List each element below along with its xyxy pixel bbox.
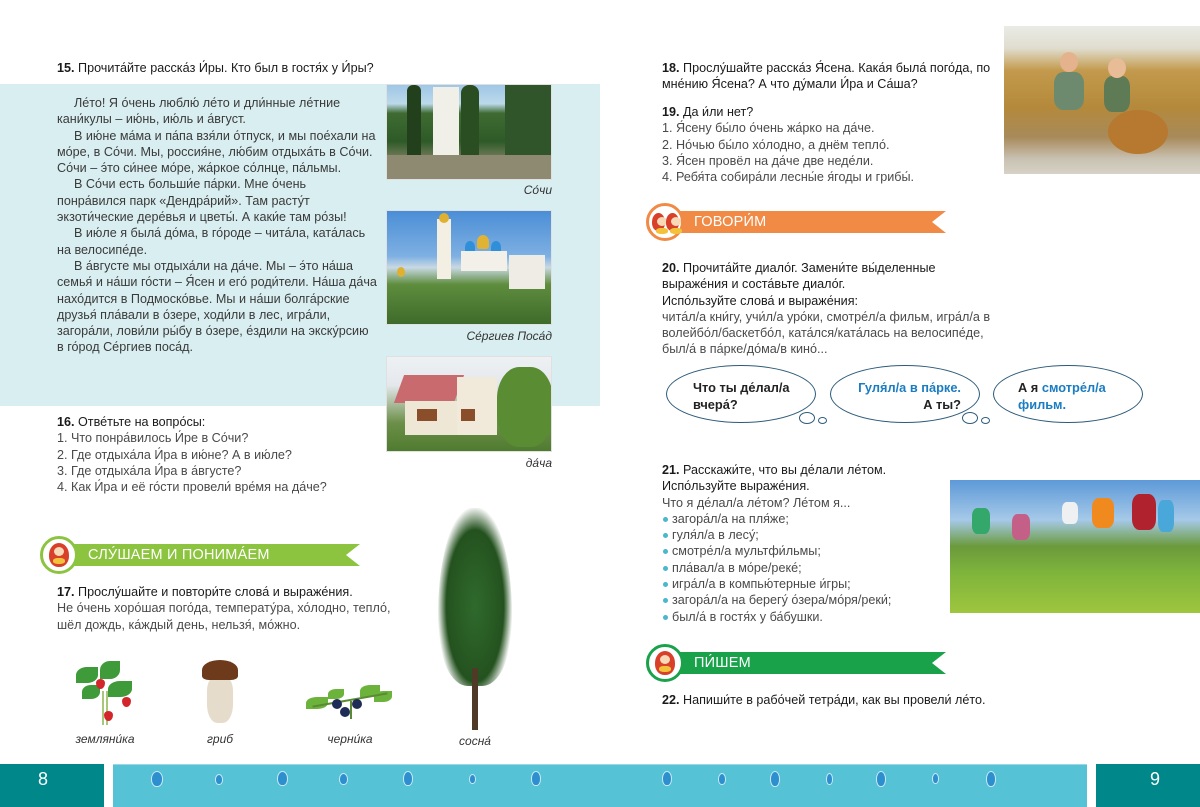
bubble-tail [818, 417, 827, 424]
vocab-blueberry [300, 655, 400, 750]
vocab-mushroom [190, 655, 250, 750]
exercise-16-title [57, 414, 387, 430]
page-number: 8 [38, 769, 49, 789]
vocab-word: земляни́ка [75, 732, 135, 746]
statement-item: 3. Я́сен провёл на да́че две неде́ли. [662, 153, 874, 168]
statement-item: 4. Ребя́та собира́ли лесны́е я́годы и грибы́. [662, 170, 915, 185]
exercise-19-title [662, 104, 992, 120]
speech-bubble-3 [993, 365, 1143, 423]
section-banner-write [646, 652, 946, 674]
exercise-text: Прочита́йте диало́г. Замени́те вы́деленные выраже́ния и соста́вьте диало́г. [662, 261, 936, 292]
story-paragraph: В Со́чи есть больши́е па́рки. Мне о́чень понра́вился парк «Дендра́рий». Там расту́т экзоти́ческие дере́вья и цветы́. А каки́е там ро́зы! [57, 177, 347, 225]
bubble-tail [799, 412, 815, 424]
speech-bubble-2 [830, 365, 980, 423]
list-item: смотре́л/а мультфи́льмы; [662, 543, 962, 559]
exercise-number: 19. [662, 105, 680, 119]
matryoshka-icon [277, 771, 288, 786]
exercise-20 [662, 260, 992, 358]
sochi-photo [386, 84, 552, 180]
question-item: 4. Как И́ра и её го́сти провели́ вре́мя на да́че? [57, 480, 327, 495]
section-banner-listen [40, 544, 360, 566]
story-paragraph: В а́вгусте мы отдыха́ли на да́че. Мы – э́то на́ша семья́ и на́ши го́сти – Я́сен и его́ роди́тели. На́ша да́ча нахо́дится в Подмоско́вье. Мы и на́ши болга́рские друзья́ пла́вали в о́зере, ходи́ли в лес, игра́ли, загора́ли, лови́ли ры́бу в о́зере, е́здили на экску́рсию в го́род Се́ргиев поса́д. [57, 258, 377, 355]
banner-notch [346, 544, 360, 566]
exercise-21-subtitle: Испо́льзуйте выраже́ния. [662, 479, 810, 494]
exercise-number: 21. [662, 463, 680, 477]
matryoshka-icon [986, 771, 996, 787]
exercise-text: Прослу́шайте расска́з Я́сена. Кака́я была́ пого́да, по мне́нию Я́сена? А что ду́мали И́ра и Са́ша? [662, 61, 991, 92]
photo-caption: да́ча [525, 456, 552, 470]
photo-caption: Се́ргиев Поса́д [466, 329, 552, 343]
matryoshka-icon [339, 773, 348, 785]
word-options: чита́л/а кни́гу, учи́л/а уро́ки, смотре́л/а фильм, игра́л/а в волейбо́л/баскетбо́л, ката́лся/ката́лась на велосипе́де, был/а́ в па́рке/до́ма/в кино́... [662, 309, 991, 357]
statement-item: 2. Но́чью бы́ло хо́лодно, а днём тепло́. [662, 137, 890, 152]
blueberry-icon [300, 655, 400, 727]
exercise-21-lead: Что я де́лал/а ле́том? Ле́том я... [662, 495, 851, 510]
sergiev-posad-photo [386, 210, 552, 325]
speech-bubble-1 [666, 365, 816, 423]
story-paragraph: Ле́то! Я о́чень люблю́ ле́то и дли́нные ле́тние кани́кулы – ию́нь, ию́ль и а́вгуст. [57, 96, 341, 127]
list-item: загора́л/а на берегу́ о́зера/мо́ря/реки́; [662, 592, 962, 608]
exercise-number: 17. [57, 585, 75, 599]
vocab-strawberry [60, 655, 150, 750]
bubble-text: А ты? [923, 397, 961, 412]
banner-band [58, 544, 360, 566]
bubble-text: Что ты де́лал/а вчера́? [693, 380, 790, 412]
statement-item: 1. Я́сену бы́ло о́чень жа́рко на да́че. [662, 121, 875, 136]
exercise-text: Напиши́те в рабо́чей тетра́ди, как вы провели́ ле́то. [683, 693, 986, 707]
banner-band [664, 211, 946, 233]
matryoshka-icon [403, 771, 413, 786]
bubble-text: А я [1018, 380, 1039, 395]
exercise-20-title [662, 260, 992, 293]
matryoshka-icon [531, 771, 541, 786]
banner-label: СЛУ́ШАЕМ И ПОНИМА́ЕМ [88, 547, 270, 563]
vocab-word: сосна́ [459, 734, 491, 748]
matryoshka-icon [662, 771, 672, 786]
list-item: пла́вал/а в мо́ре/реке́; [662, 560, 962, 576]
page-number: 9 [1150, 769, 1161, 789]
vocab-word: черни́ка [327, 732, 373, 746]
exercise-text: Да и́ли нет? [683, 105, 754, 119]
dacha-photo [386, 356, 552, 452]
exercise-number: 15. [57, 61, 75, 75]
banner-notch [932, 211, 946, 233]
list-item: был/а́ в гостя́х у ба́бушки. [662, 609, 962, 625]
banner-label: ГОВОРИ́М [694, 214, 767, 230]
exercise-number: 20. [662, 261, 680, 275]
matryoshka-icon [770, 771, 780, 787]
photo-caption: Со́чи [523, 183, 552, 197]
banner-notch [932, 652, 946, 674]
list-item: гуля́л/а в лесу́; [662, 527, 962, 543]
vocabulary-text: Не о́чень хоро́шая пого́да, температу́ра, хо́лодно, тепло́, шёл дождь, ка́ждый день, нельзя́, мо́жно. [57, 601, 391, 632]
bubble-tail [981, 417, 990, 424]
exercise-18 [662, 60, 992, 93]
exercise-text: Отве́тьте на вопро́сы: [78, 415, 206, 429]
exercise-15-title [57, 60, 417, 76]
pine-tree-icon [420, 498, 530, 732]
exercise-19 [662, 104, 992, 185]
children-running-photo [950, 480, 1200, 613]
ira-story [57, 95, 377, 356]
two-matryoshkas-icon [646, 203, 684, 241]
vocab-word: гриб [206, 732, 233, 746]
vocab-pine [420, 498, 530, 750]
exercise-22 [662, 692, 1062, 708]
children-basket-photo [1004, 26, 1200, 174]
bubble-highlight: смотре́л/а фильм. [1018, 380, 1106, 412]
exercise-20-subtitle: Испо́льзуйте слова́ и выраже́ния: [662, 293, 859, 308]
exercise-number: 18. [662, 61, 680, 75]
matryoshka-icon [718, 773, 726, 785]
footer-strip-right [600, 764, 1087, 807]
question-item: 3. Где отдыха́ла И́ра в а́вгусте? [57, 463, 242, 478]
exercise-text: Расскажи́те, что вы де́лали ле́том. [683, 463, 887, 477]
banner-label: ПИ́ШЕМ [694, 655, 751, 671]
bubble-tail [962, 412, 978, 424]
exercise-21 [662, 462, 962, 625]
footer-strip-left [113, 764, 600, 807]
matryoshka-icon [932, 773, 939, 784]
strawberry-icon [60, 655, 150, 727]
exercise-17-title [57, 584, 397, 600]
question-item: 1. Что понра́вилось И́ре в Со́чи? [57, 431, 249, 446]
matryoshka-icon [826, 773, 833, 785]
exercise-number: 16. [57, 415, 75, 429]
exercise-17 [57, 584, 397, 633]
matryoshka-pen-icon [646, 644, 684, 682]
question-item: 2. Где отдыха́ла И́ра в ию́не? А в ию́ле? [57, 447, 292, 462]
story-paragraph: В ию́не ма́ма и па́па взя́ли о́тпуск, и мы пое́хали на мо́ре, в Со́чи. Мы, россия́не, лю́бим отдыха́ть в Со́чи. Со́чи – э́то си́нее мо́ре, жа́ркое со́лнце, па́льмы. [57, 128, 376, 176]
exercise-21-title [662, 462, 962, 478]
list-item: игра́л/а в компью́терные и́гры; [662, 576, 962, 592]
matryoshka-icon [876, 771, 886, 787]
mushroom-icon [190, 655, 250, 727]
bubble-highlight: Гуля́л/а в па́рке. [858, 380, 961, 395]
matryoshka-icon [215, 774, 223, 785]
page-number-left [0, 764, 104, 807]
exercise-text: Прочита́йте расска́з И́ры. Кто был в гостя́х у И́ры? [78, 61, 374, 75]
banner-band [664, 652, 946, 674]
matryoshka-headphones-icon [40, 536, 78, 574]
matryoshka-icon [151, 771, 163, 787]
exercise-16 [57, 414, 387, 495]
expression-list [662, 511, 962, 625]
list-item: загора́л/а на пля́же; [662, 511, 962, 527]
story-paragraph: В ию́ле я была́ до́ма, в го́роде – чита́ла, ката́лась на велосипе́де. [57, 226, 366, 257]
matryoshka-icon [469, 774, 476, 784]
section-banner-speak [646, 211, 946, 233]
exercise-number: 22. [662, 693, 680, 707]
page-number-right [1096, 764, 1200, 807]
exercise-text: Прослу́шайте и повтори́те слова́ и выраже́ния. [78, 585, 353, 599]
